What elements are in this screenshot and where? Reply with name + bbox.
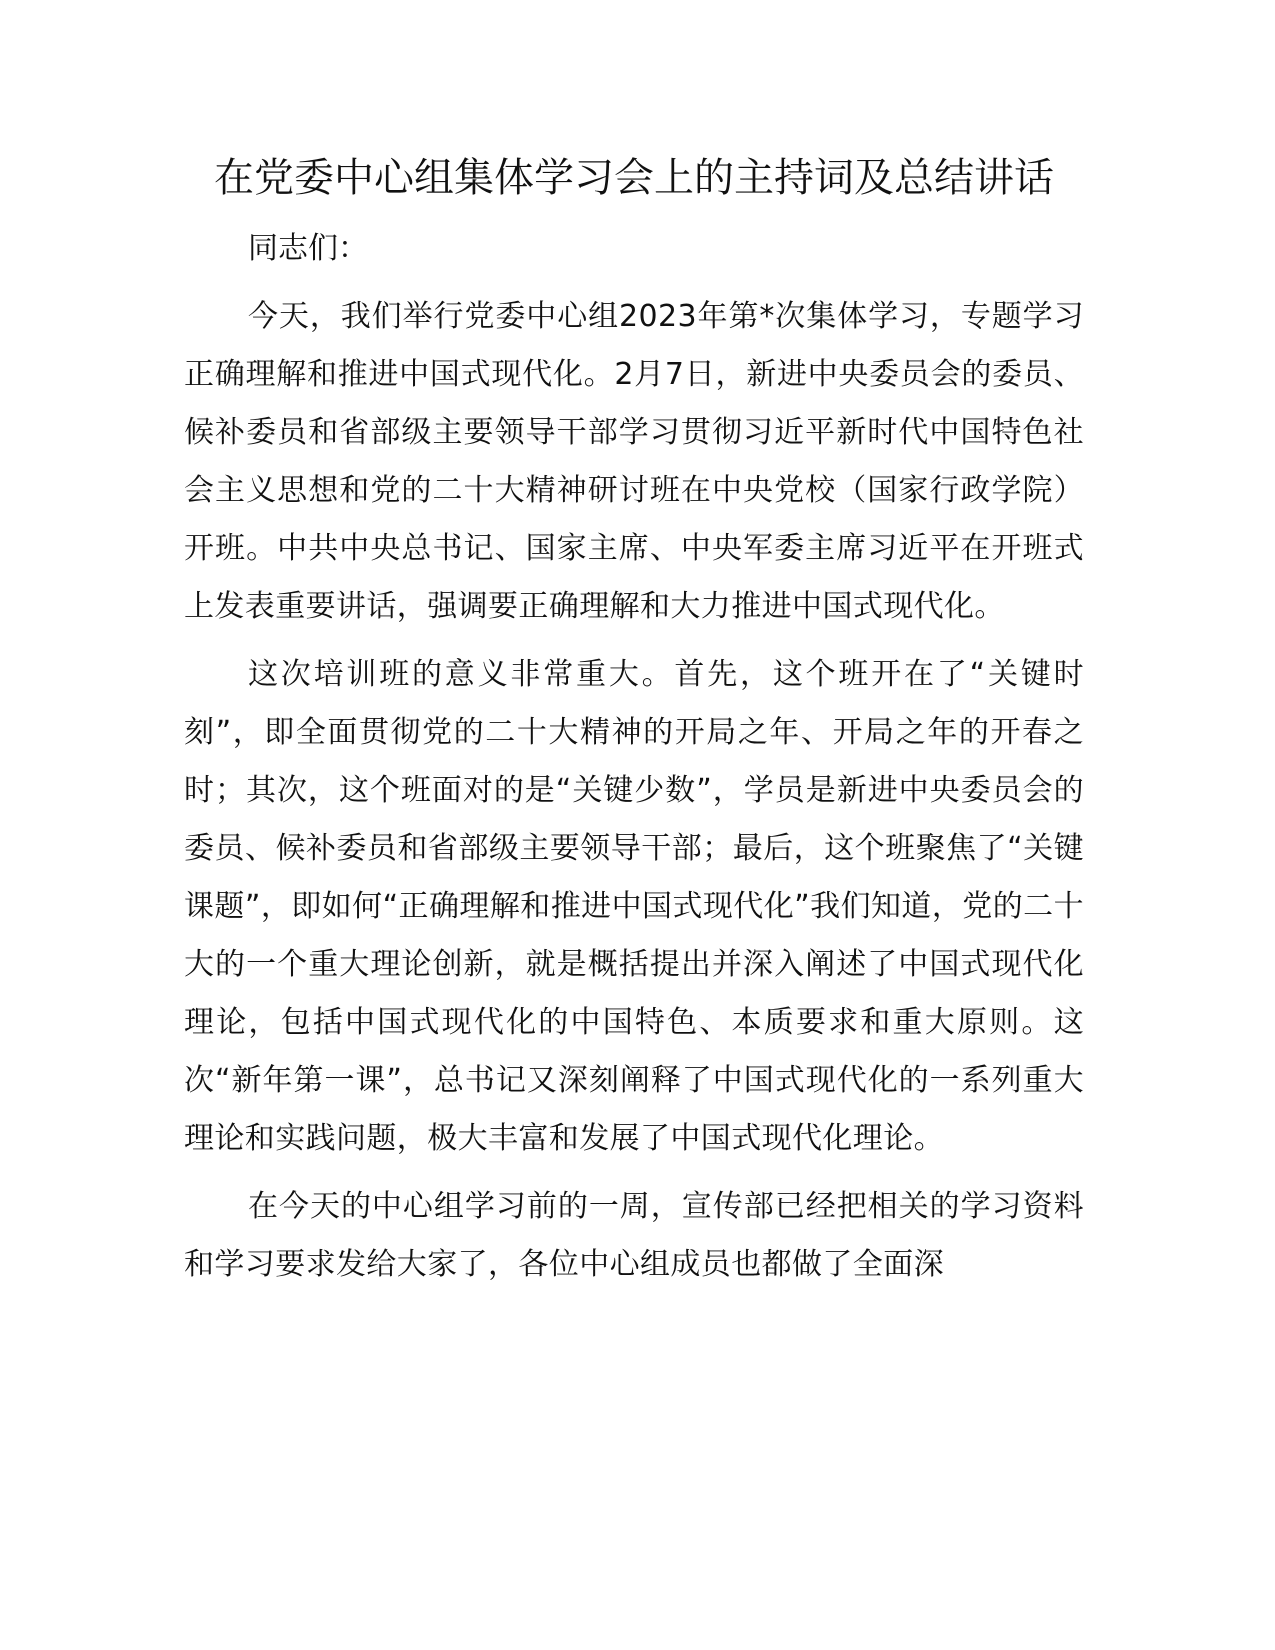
paragraph-opening: 今天，我们举行党委中心组2023年第*次集体学习，专题学习正确理解和推进中国式现代化。2月7日，新进中央委员会的委员、候补委员和省部级主要领导干部学习贯彻习近平新时代中国特色社会主义思想和党的二十大精神研讨班在中央党校（国家行政学院）开班。中共中央总书记、国家主席、中央军委主席习近平在开班式上发表重要讲话，强调要正确理解和大力推进中国式现代化。 <box>184 299 1084 624</box>
salutation: 同志们： <box>248 231 368 266</box>
paragraph-preparation: 在今天的中心组学习前的一周，宣传部已经把相关的学习资料和学习要求发给大家了，各位中心组成员也都做了全面深 <box>184 1189 1084 1282</box>
document-title: 在党委中心组集体学习会上的主持词及总结讲话 <box>214 155 1054 201</box>
document-page <box>184 150 1084 1294</box>
paragraph-significance: 这次培训班的意义非常重大。首先，这个班开在了“关键时刻”，即全面贯彻党的二十大精神的开局之年、开局之年的开春之时；其次，这个班面对的是“关键少数”，学员是新进中央委员会的委员、候补委员和省部级主要领导干部；最后，这个班聚焦了“关键课题”，即如何“正确理解和推进中国式现代化”我们知道，党的二十大的一个重大理论创新，就是概括提出并深入阐述了中国式现代化理论，包括中国式现代化的中国特色、本质要求和重大原则。这次“新年第一课”，总书记又深刻阐释了中国式现代化的一系列重大理论和实践问题，极大丰富和发展了中国式现代化理论。 <box>184 657 1084 1156</box>
